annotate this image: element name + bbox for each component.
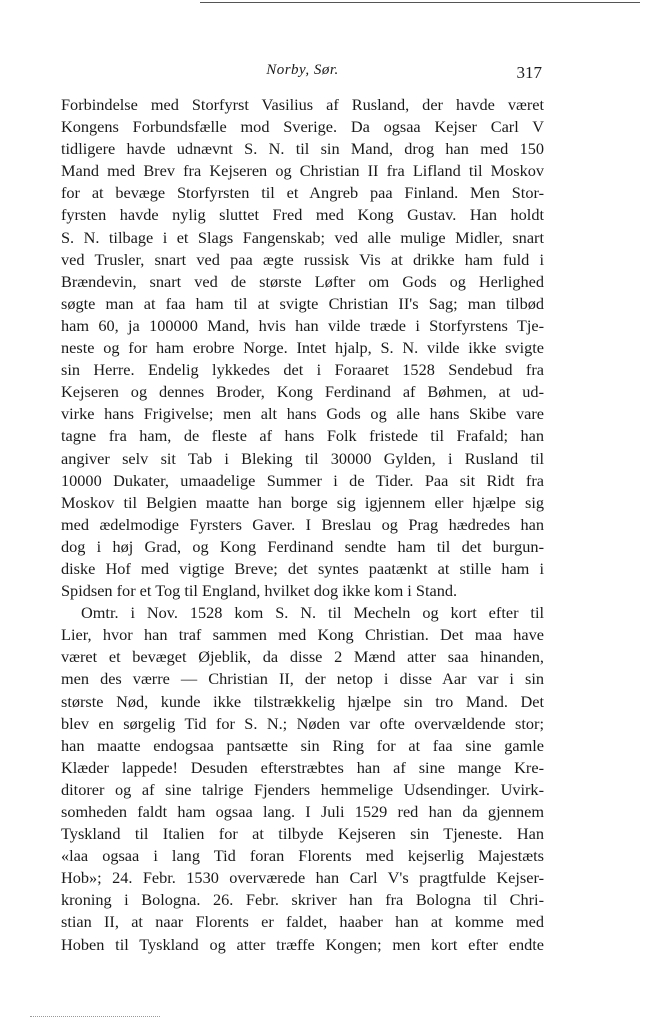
text-line: for at bevæge Storfyrsten til et Angreb paa Finland. Men Stor- (61, 183, 544, 203)
paragraph-start-line: Omtr. i Nov. 1528 kom S. N. til Mecheln og kort efter til (81, 603, 544, 623)
text-line: Hob»; 24. Febr. 1530 overværede han Carl V's pragtfulde Kejser- (61, 868, 544, 888)
text-line: med ædelmodige Fyrsters Gaver. I Breslau og Prag hædredes han (61, 514, 544, 534)
text-line: han maatte endogsaa pantsætte sin Ring for at faa sine gamle (61, 735, 544, 755)
text-line: Hoben til Tyskland og atter træffe Kongen; men kort efter endte (61, 934, 544, 954)
bottom-scan-mark (30, 1016, 160, 1017)
text-line: tagne fra ham, de fleste af hans Folk fristede til Frafald; han (61, 426, 544, 446)
text-line: sin Herre. Endelig lykkedes det i Foraaret 1528 Sendebud fra (61, 360, 544, 380)
text-line: diske Hof med vigtige Breve; det syntes paatænkt at stille ham i (61, 558, 544, 578)
text-line: Tyskland til Italien for at tilbyde Kejseren sin Tjeneste. Han (61, 824, 544, 844)
text-line: Kejseren og dennes Broder, Kong Ferdinand af Bøhmen, at ud- (61, 382, 544, 402)
text-line: virke hans Frigivelse; men alt hans Gods og alle hans Skibe vare (61, 404, 544, 424)
page-header (61, 62, 544, 86)
page-number: 317 (516, 63, 542, 82)
text-line: angiver selv sit Tab i Bleking til 30000 Gylden, i Rusland til (61, 448, 544, 468)
text-line: 10000 Dukater, umaadelige Summer i de Tider. Paa sit Ridt fra (61, 470, 544, 490)
text-line: S. N. tilbage i et Slags Fangenskab; ved alle mulige Midler, snart (61, 227, 544, 247)
text-line: ved Trusler, snart ved paa ægte russisk Vis at drikke ham fuld i (61, 249, 544, 269)
text-line: Mand med Brev fra Kejseren og Christian II fra Lifland til Moskov (61, 161, 544, 181)
text-line: Moskov til Belgien maatte han borge sig igjennem eller hjælpe sig (61, 492, 544, 512)
text-line: været et bevæget Øjeblik, da disse 2 Mænd atter saa hinanden, (61, 647, 544, 667)
text-line: kroning i Bologna. 26. Febr. skriver han fra Bologna til Chri- (61, 890, 544, 910)
text-line: største Nød, kunde ikke tilstrækkelig hjælpe sin tro Mand. Det (61, 691, 544, 711)
text-line: ditorer og af sine talrige Fjenders hemmelige Udsendinger. Uvirk- (61, 779, 544, 799)
text-line: stian II, at naar Florents er faldet, haaber han at komme med (61, 912, 544, 932)
body-text (61, 94, 544, 956)
text-line: somheden faldt ham ogsaa lang. I Juli 1529 red han da gjennem (61, 802, 544, 821)
text-line: Spidsen for et Tog til England, hvilket dog ikke kom i Stand. (61, 581, 458, 601)
text-line: men des værre — Christian II, der netop i disse Aar var i sin (61, 669, 544, 689)
text-line: Forbindelse med Storfyrst Vasilius af Rusland, der havde været (61, 95, 544, 114)
text-line: fyrsten havde nylig sluttet Fred med Kong Gustav. Han holdt (61, 205, 544, 225)
text-line: Kongens Forbundsfælle mod Sverige. Da ogsaa Kejser Carl V (61, 117, 544, 137)
text-line: søgte man at faa ham til at svigte Christian II's Sag; man tilbød (61, 293, 544, 313)
text-line: ham 60, ja 100000 Mand, hvis han vilde træde i Storfyrstens Tje- (61, 315, 544, 335)
text-line: dog i høj Grad, og Kong Ferdinand sendte ham til det burgun- (61, 536, 544, 556)
text-line: Lier, hvor han traf sammen med Kong Christian. Det maa have (61, 625, 544, 645)
top-rule (200, 2, 640, 3)
text-line: Brændevin, snart ved de største Løfter om Gods og Herlighed (61, 271, 544, 291)
text-line: «laa ogsaa i lang Tid foran Florents med kejserlig Majestæts (61, 846, 544, 866)
text-line: tidligere havde udnævnt S. N. til sin Mand, drog han med 150 (61, 139, 544, 159)
text-line: neste og for ham erobre Norge. Intet hjalp, S. N. vilde ikke svigte (61, 338, 544, 358)
text-line: Klæder lappede! Desuden efterstræbtes han af sine mange Kre- (61, 757, 544, 777)
text-line: blev en sørgelig Tid for S. N.; Nøden var ofte overvældende stor; (61, 713, 544, 733)
running-head: Norby, Sør. (266, 62, 339, 78)
